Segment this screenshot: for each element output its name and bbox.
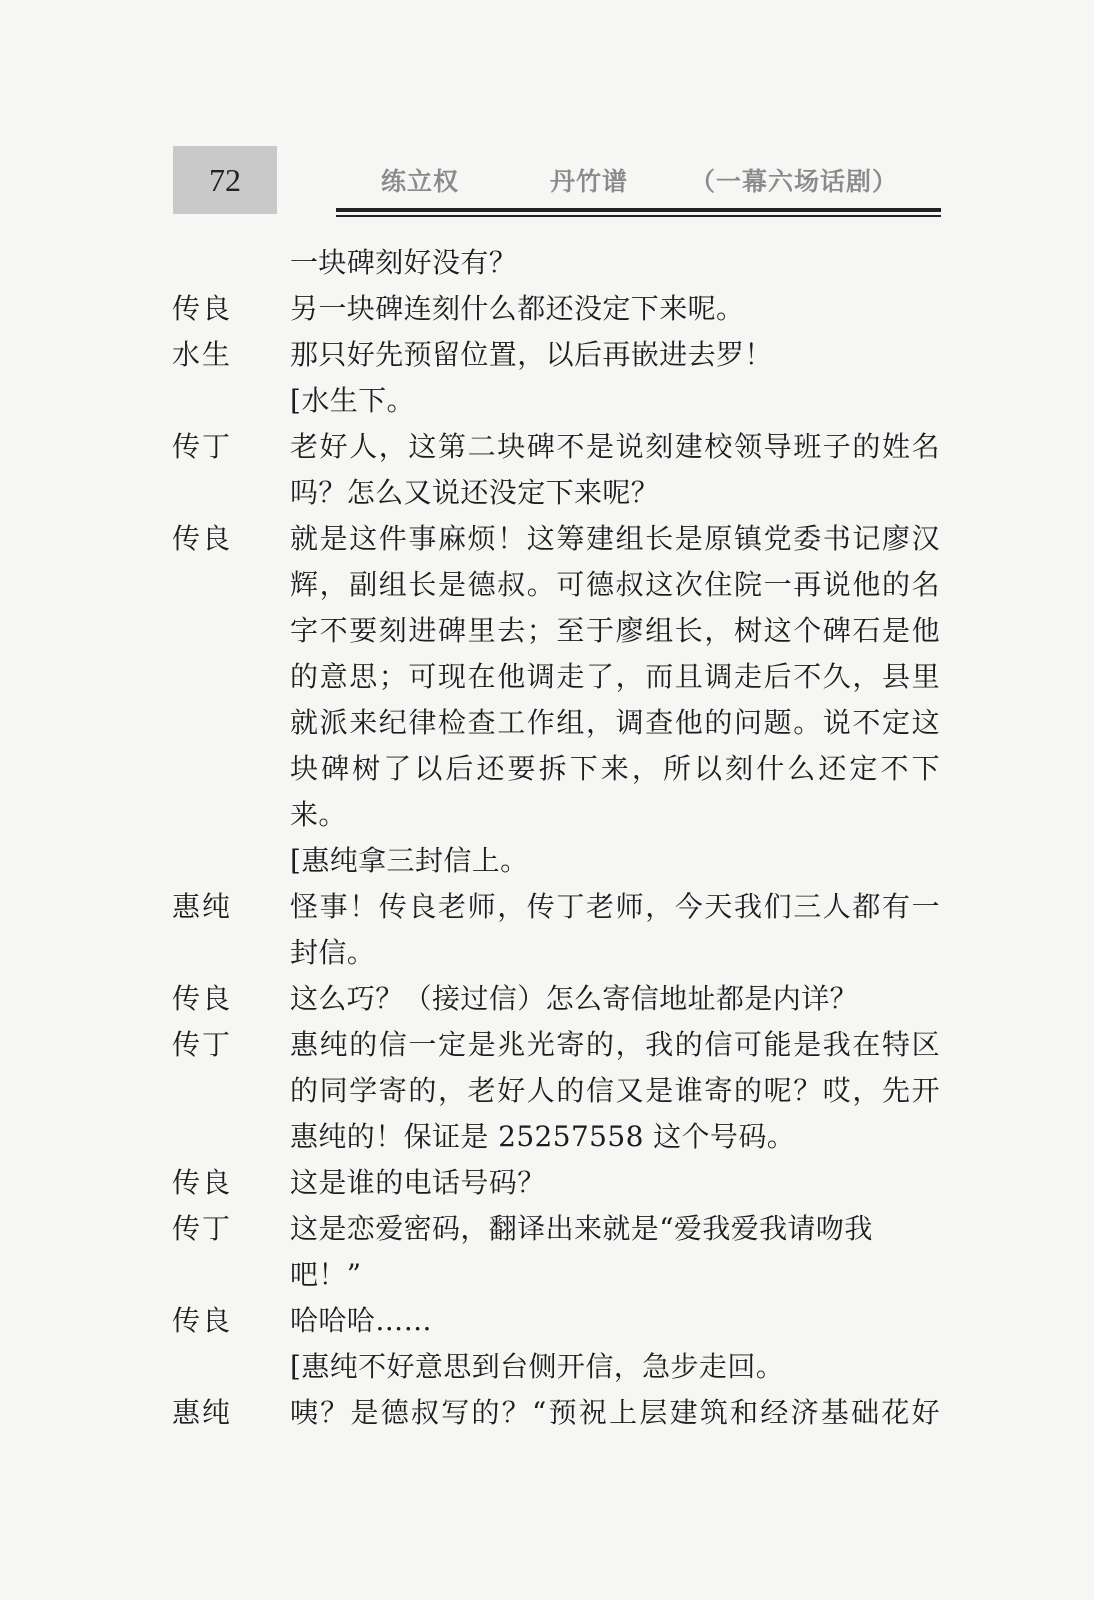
- speaker-name: 传良: [172, 1166, 233, 1199]
- dialogue-line: 老好人，这第二块碑不是说刻建校领导班子的姓名: [290, 430, 940, 463]
- stage-direction: [惠纯拿三封信上。: [290, 844, 529, 877]
- speaker-name: 传丁: [172, 1028, 233, 1061]
- dialogue-line: 这是谁的电话号码？: [290, 1166, 546, 1199]
- dialogue-line: 另一块碑连刻什么都还没定下来呢。: [290, 292, 745, 325]
- header-rule-thick: [336, 208, 941, 212]
- header-author: 练立权: [381, 167, 460, 196]
- speaker-name: 传良: [172, 522, 233, 555]
- dialogue-line: 就是这件事麻烦！这筹建组长是原镇党委书记廖汉: [290, 522, 940, 555]
- dialogue-line: 这是恋爱密码，翻译出来就是“爱我爱我请吻我: [290, 1212, 873, 1245]
- page-number: 72: [209, 161, 241, 198]
- header-subtitle: （一幕六场话剧）: [690, 167, 899, 196]
- speaker-name: 传丁: [172, 1212, 233, 1245]
- header-rule-thin: [336, 215, 941, 217]
- dialogue-line: 的意思；可现在他调走了，而且调走后不久，县里: [290, 660, 940, 693]
- dialogue-line: 惠纯的！保证是 25257558 这个号码。: [290, 1120, 796, 1153]
- speaker-name: 惠纯: [172, 1396, 233, 1429]
- dialogue-line: 辉，副组长是德叔。可德叔这次住院一再说他的名: [290, 568, 940, 601]
- dialogue-line: 来。: [290, 798, 347, 831]
- speaker-name: 传良: [172, 982, 233, 1015]
- speaker-name: 传良: [172, 292, 233, 325]
- header-title: 丹竹谱: [550, 167, 629, 196]
- dialogue-line: 这么巧？（接过信）怎么寄信地址都是内详？: [290, 982, 859, 1015]
- dialogue-line: 块碑树了以后还要拆下来，所以刻什么还定不下: [290, 752, 940, 785]
- dialogue-line: 吗？怎么又说还没定下来呢？: [290, 476, 660, 509]
- dialogue-line: 哈哈哈……: [290, 1304, 433, 1337]
- stage-direction: [惠纯不好意思到台侧开信，急步走回。: [290, 1350, 785, 1383]
- dialogue-line: 吧！”: [290, 1258, 362, 1291]
- dialogue-line: 那只好先预留位置，以后再嵌进去罗！: [290, 338, 773, 371]
- dialogue-line: 咦？是德叔写的？“预祝上层建筑和经济基础花好: [290, 1396, 940, 1429]
- page-number-box: [173, 146, 277, 214]
- dialogue-line: 字不要刻进碑里去；至于廖组长，树这个碑石是他: [290, 614, 940, 647]
- speaker-name: 传良: [172, 1304, 233, 1337]
- speaker-name: 传丁: [172, 430, 233, 463]
- dialogue-line: 的同学寄的，老好人的信又是谁寄的呢？哎，先开: [290, 1074, 940, 1107]
- speaker-name: 水生: [172, 338, 233, 371]
- speaker-name: 惠纯: [172, 890, 233, 923]
- dialogue-line: 就派来纪律检查工作组，调查他的问题。说不定这: [290, 706, 940, 739]
- dialogue-line: 一块碑刻好没有？: [290, 246, 518, 279]
- dialogue-line: 惠纯的信一定是兆光寄的，我的信可能是我在特区: [290, 1028, 940, 1061]
- dialogue-line: 封信。: [290, 936, 376, 969]
- stage-direction: [水生下。: [290, 384, 415, 417]
- running-header: [336, 152, 941, 208]
- dialogue-line: 怪事！传良老师，传丁老师，今天我们三人都有一: [290, 890, 940, 923]
